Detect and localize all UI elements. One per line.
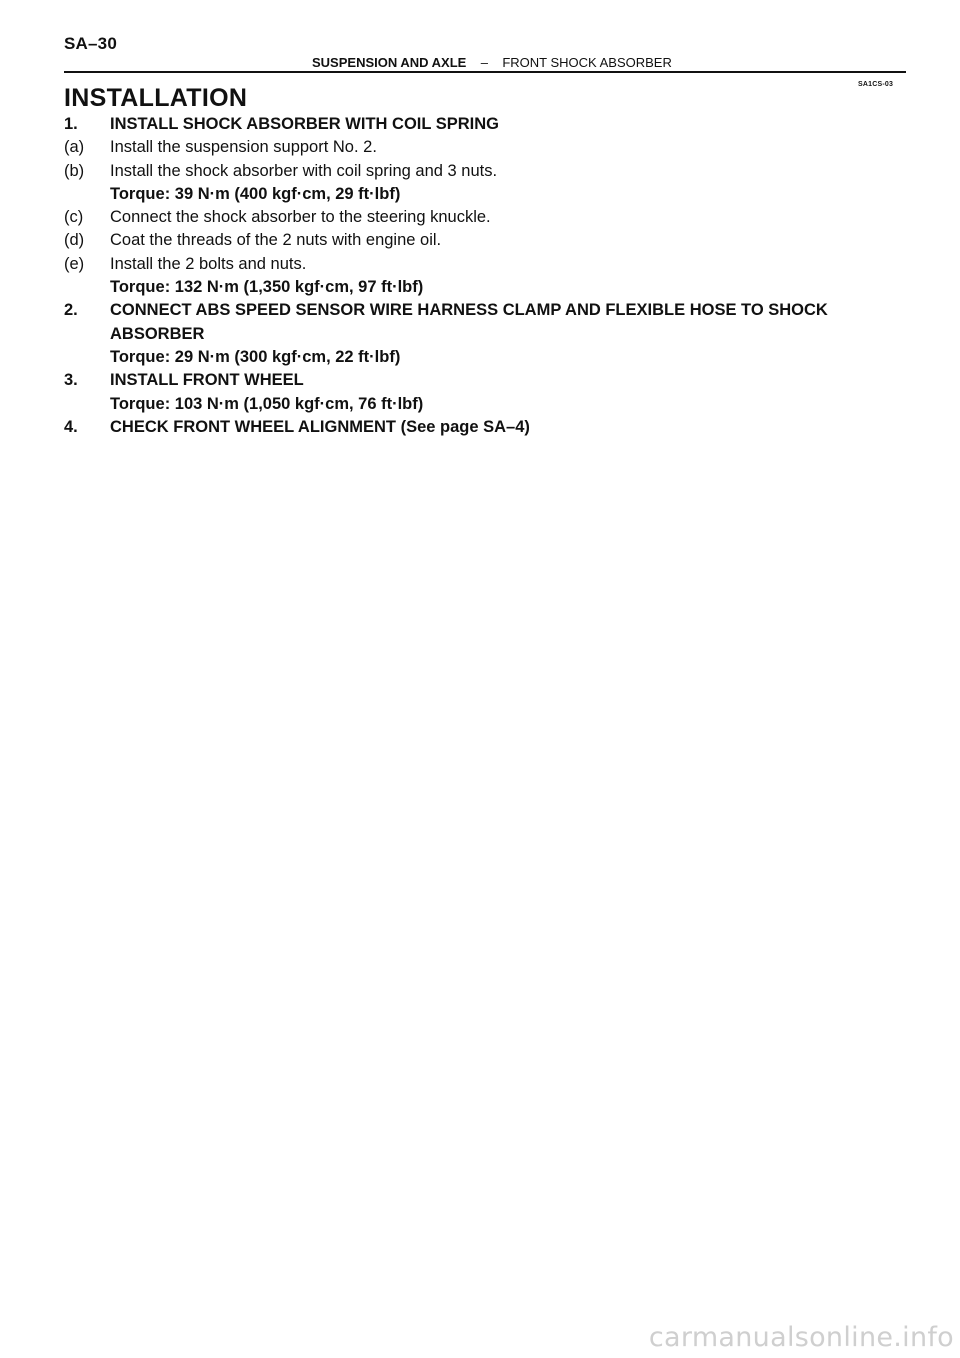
watermark: carmanualsonline.info [648, 1322, 954, 1353]
substep-letter: (c) [64, 208, 84, 227]
step-3 [64, 369, 914, 392]
substep-text: Coat the threads of the 2 nuts with engine oil. [110, 231, 442, 250]
step-number: 3. [64, 371, 78, 390]
section-name: SUSPENSION AND AXLE [312, 55, 467, 70]
header-separator: – [480, 55, 488, 70]
torque-spec: Torque: 103 N·m (1,050 kgf·cm, 76 ft·lbf) [110, 394, 424, 413]
step-4 [64, 416, 914, 439]
step-1 [64, 113, 914, 136]
header-rule [64, 71, 906, 73]
procedure-steps [64, 113, 914, 439]
step-text: CHECK FRONT WHEEL ALIGNMENT (See page SA–4) [110, 417, 530, 436]
substep-c [64, 206, 914, 229]
step-number: 4. [64, 417, 78, 436]
substep-text: Install the suspension support No. 2. [110, 138, 377, 157]
substep-e [64, 253, 914, 276]
substep-text: Install the 2 bolts and nuts. [110, 254, 307, 273]
torque-spec: Torque: 132 N·m (1,350 kgf·cm, 97 ft·lbf) [110, 278, 424, 297]
substep-text: Connect the shock absorber to the steering knuckle. [110, 208, 491, 227]
torque-spec: Torque: 29 N·m (300 kgf·cm, 22 ft·lbf) [110, 347, 401, 366]
step-number: 1. [64, 115, 78, 133]
subsection-name: FRONT SHOCK ABSORBER [502, 55, 672, 70]
page-title: INSTALLATION [64, 84, 248, 112]
substep-letter: (e) [64, 254, 85, 273]
substep-letter: (b) [64, 161, 85, 180]
substep-text: Install the shock absorber with coil spring and 3 nuts. [110, 161, 498, 180]
substep-d [64, 229, 914, 252]
running-header [312, 55, 672, 70]
step-2 [64, 299, 914, 346]
substep-a [64, 136, 914, 159]
step-text: CONNECT ABS SPEED SENSOR WIRE HARNESS CLAMP AND FLEXIBLE HOSE TO SHOCK ABSORBER [110, 301, 828, 343]
page-code: SA–30 [64, 34, 117, 53]
reference-code: SA1CS-03 [858, 81, 894, 88]
substep-letter: (a) [64, 138, 85, 157]
substep-b [64, 160, 914, 183]
step-number: 2. [64, 301, 78, 320]
step-text: INSTALL FRONT WHEEL [110, 371, 304, 390]
torque-spec: Torque: 39 N·m (400 kgf·cm, 29 ft·lbf) [110, 184, 401, 203]
step-text: INSTALL SHOCK ABSORBER WITH COIL SPRING [110, 115, 499, 133]
substep-letter: (d) [64, 231, 85, 250]
